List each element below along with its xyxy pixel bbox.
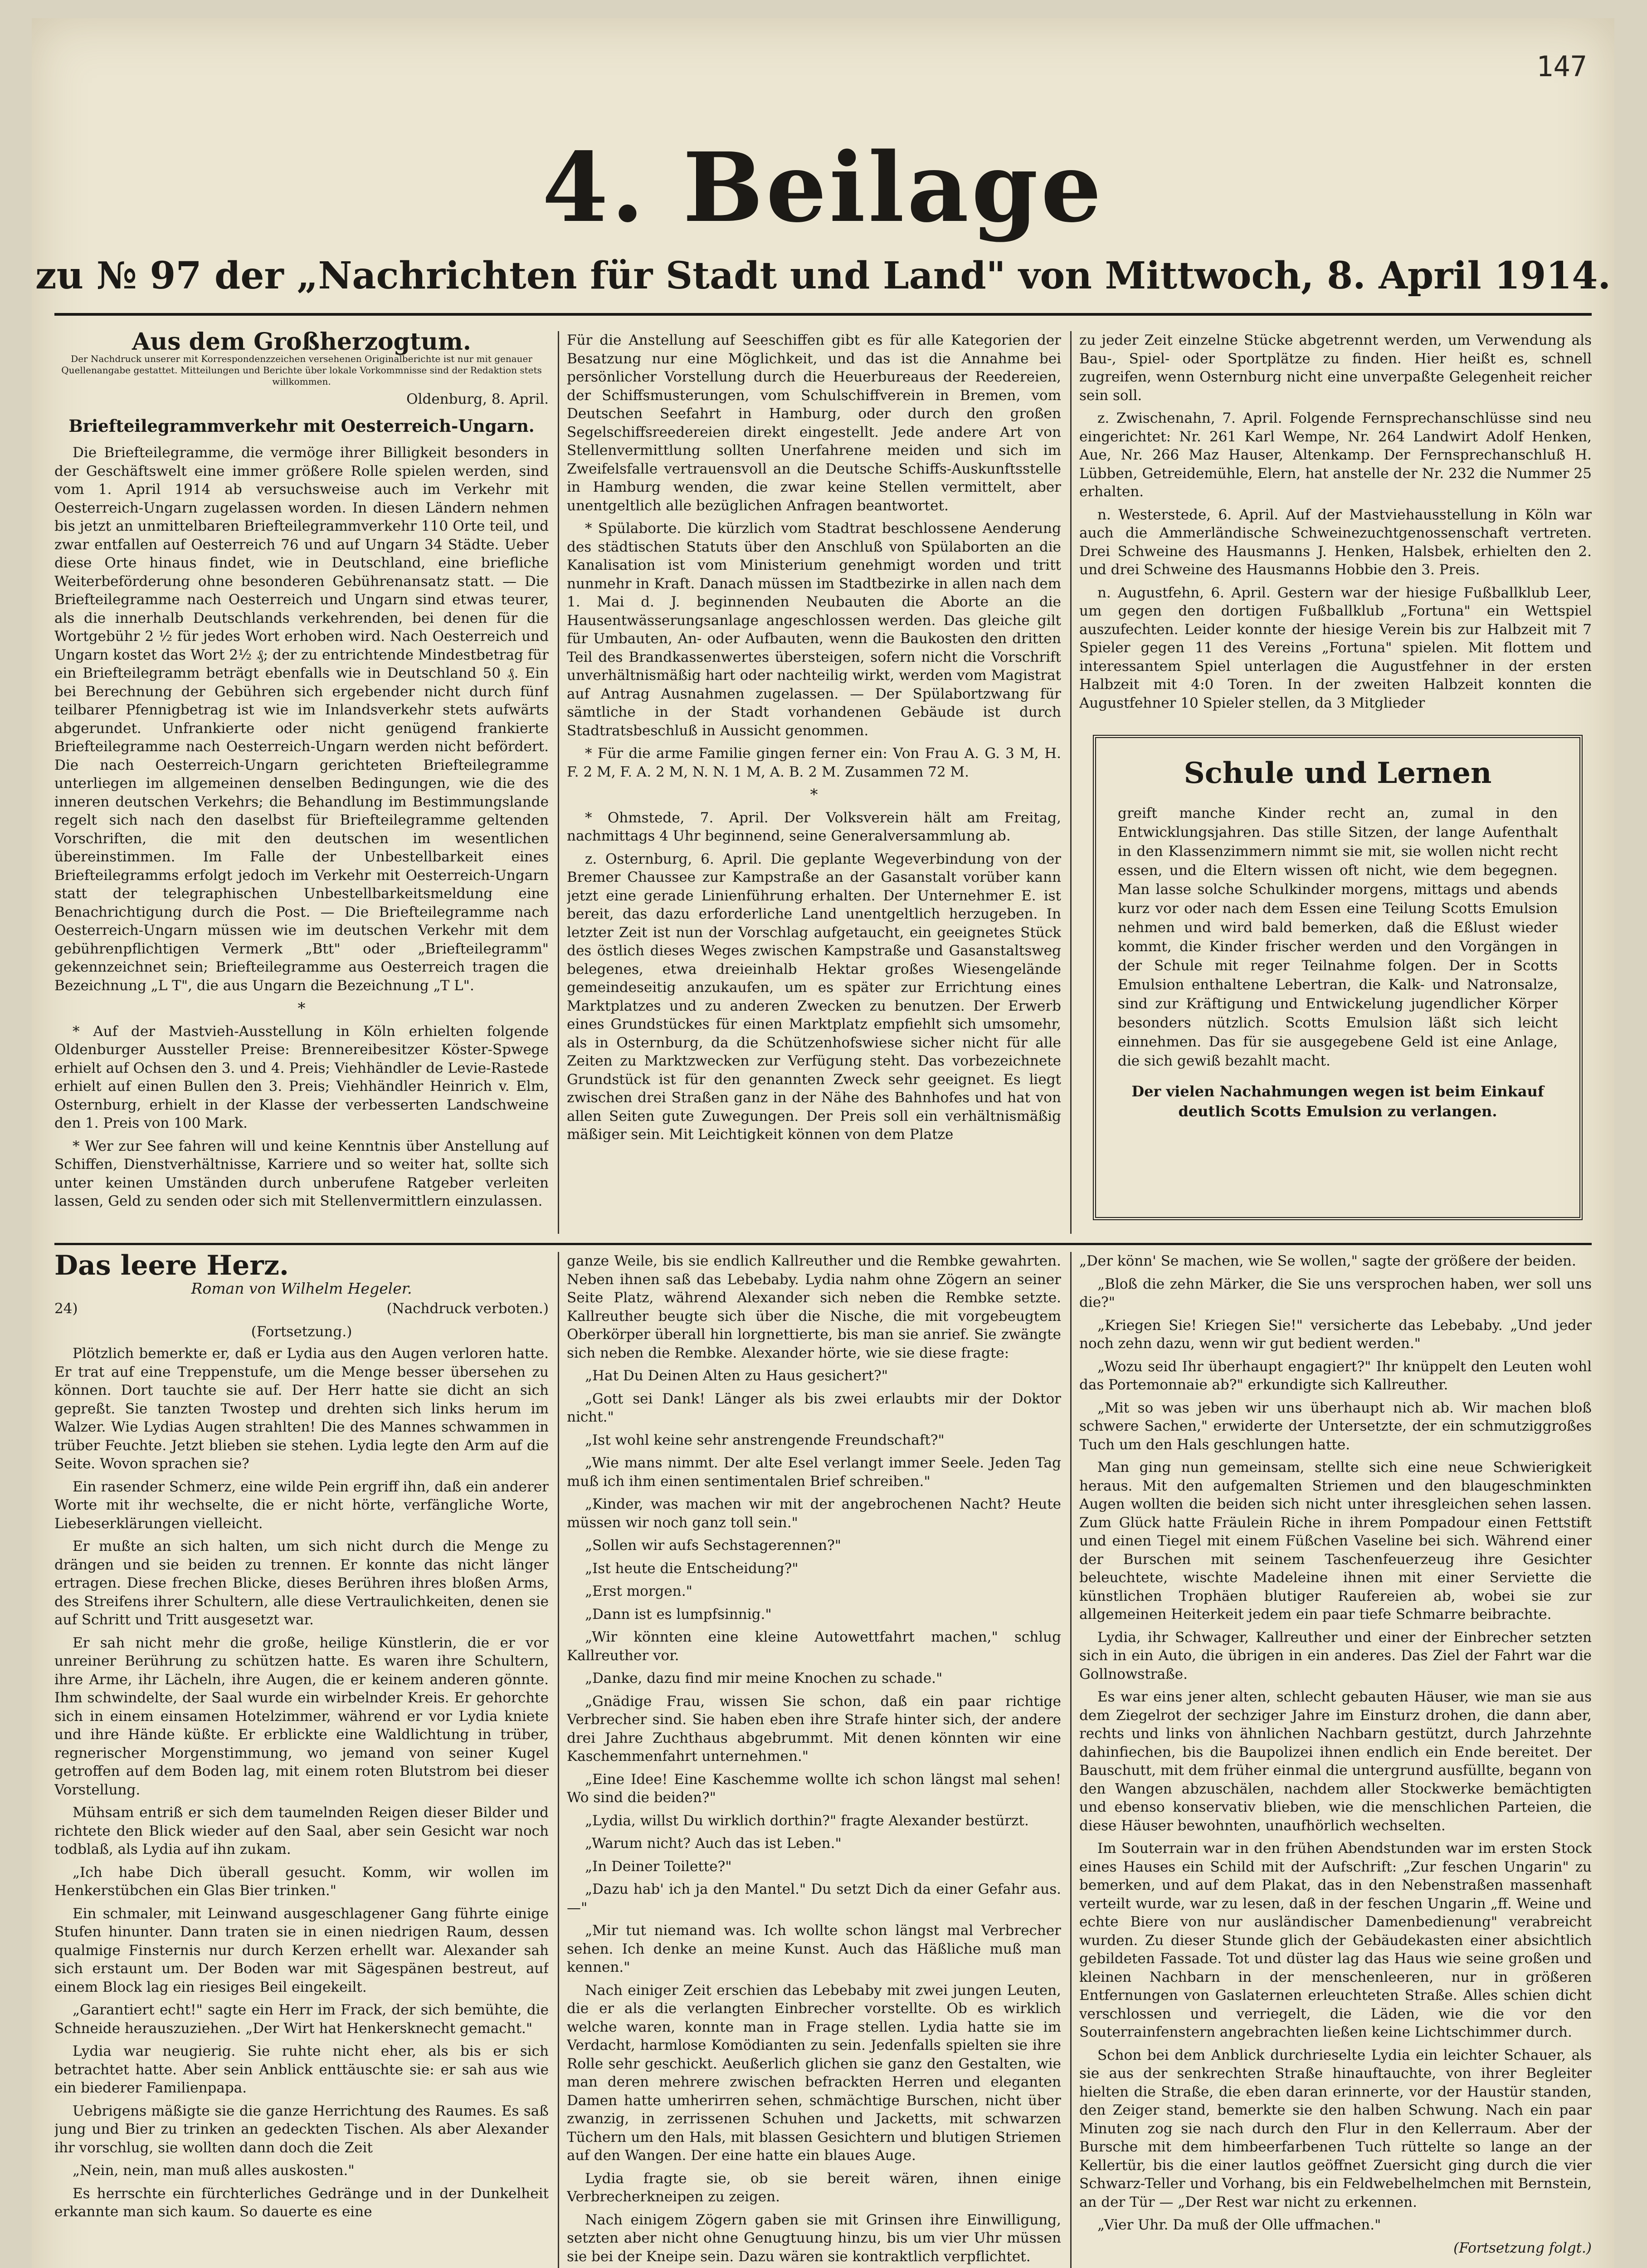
novel-paragraph: Lydia fragte sie, ob sie bereit wären, ihnen einige Verbrecherkneipen zu zeigen.	[567, 2170, 1061, 2205]
novel-paragraph: Lydia, ihr Schwager, Kallreuther und einer der Einbrecher setzten sich in ein Auto, die übrigen in ein anderes. Das Ziel der Fahrt war die Gollnowstraße.	[1079, 1629, 1592, 1682]
novel-paragraph: „Mit so was jeben wir uns überhaupt nich ab. Wir machen bloß schwere Sachen," erwiderte der Untersetzte, der ein schmutziggroßes Tuch um den Hals geschlungen hatte.	[1079, 1399, 1592, 1453]
novel-paragraph: „Warum nicht? Auch das ist Leben."	[585, 1835, 842, 1852]
novel-paragraph: „Wir könnten eine kleine Autowettfahrt machen," schlug Kallreuther vor.	[567, 1629, 1061, 1664]
article-paragraph: z. Zwischenahn, 7. April. Folgende Fernsprechanschlüsse sind neu eingerichtet: Nr. 261 Karl Wempe, Nr. 264 Landwirt Adolf Henken, Aue, Nr. 266 Maz Hauser, Altenkamp. Der Fernsprechanschluß H. Lübben, Getreidemühle, Elern, hat anstelle der Nr. 232 die Nummer 25 erhalten.	[1079, 410, 1592, 500]
novel-title: Das leere Herz.	[54, 1252, 289, 1281]
novel-paragraph: „Hat Du Deinen Alten zu Haus gesichert?"	[585, 1368, 888, 1384]
novel-paragraph: „Danke, dazu find mir meine Knochen zu schade."	[585, 1670, 943, 1686]
scotts-emulsion-ad	[1093, 735, 1583, 1220]
column-2	[567, 331, 1061, 1234]
page-number: 147	[1536, 50, 1587, 83]
novel-paragraph: „In Deiner Toilette?"	[585, 1858, 732, 1875]
novel-paragraph: Nach einiger Zeit erschien das Lebebaby mit zwei jungen Leuten, die er als die verlangten Einbrecher vorstellte. Ob es wirklich welche waren, konnte man in Frage stellen. Lydia hatte sie im Verdacht, harmlose Komödianten zu sein. Jedenfalls spielten sie ihre Rolle sehr geschickt. Aeußerlich glichen sie ganz den Gestalten, wie man deren mehrere zwischen befrackten Herren und eleganten Damen hatte umherirren sehen, schmächtige Burschen, nicht über zwanzig, in zerrissenen Schuhen und Jacketts, mit schwarzen Tüchern um den Hals, mit blassen Gesichtern und blutigen Striemen auf den Wangen. Der eine hatte ein blaues Auge.	[567, 1982, 1061, 2164]
dateline: Oldenburg, 8. April.	[406, 391, 549, 407]
novel-column-3	[1079, 1252, 1592, 2268]
ad-title: Schule und Lernen	[1184, 756, 1492, 790]
novel-paragraph: Im Souterrain war in den frühen Abendstunden war im ersten Stock eines Hauses ein Schild mit der Aufschrift: „Zur feschen Ungarin" zu bemerken, und auf dem Plakat, das in den Nebenstraßen massenhaft verteilt wurde, war zu lesen, daß in der feschen Ungarin „ff. Weine und echte Biere von nur ausländischer Damenbedienung" verabreicht wurden. Zu dieser Stunde glich der Gebäudekasten einer absichtlich gebildeten Fassade. Tot und düster lag das Haus wie seine großen und kleinen Nachbarn in der menschenleeren, nur in größeren Entfernungen von Gaslaternen erleuchteten Straße. Alles schien dicht verschlossen und verriegelt, die Läden, wie die vor den Souterrainfenstern angebrachten ließen keine Lichtschimmer durch.	[1079, 1840, 1592, 2040]
novel-paragraph: „Kriegen Sie! Kriegen Sie!" versicherte das Lebebaby. „Und jeder noch zehn dazu, wenn wir gut bedient werden."	[1079, 1317, 1592, 1352]
column-divider	[1070, 331, 1072, 1234]
novel-paragraph: Mühsam entriß er sich dem taumelnden Reigen dieser Bilder und richtete den Blick wieder auf den Saal, aber sein Gesicht war noch todblaß, als Lydia auf ihn zukam.	[54, 1804, 549, 1857]
novel-author: Roman von Wilhelm Hegeler.	[191, 1279, 412, 1297]
section-rule	[54, 1243, 1592, 1245]
installment-number: 24)	[54, 1300, 78, 1317]
article-heading-telegram: Briefteilegrammverkehr mit Oesterreich-Ungarn.	[68, 416, 535, 436]
novel-paragraph: Er mußte an sich halten, um sich nicht durch die Menge zu drängen und sie beiden zu trennen. Er konnte das nicht länger ertragen. Diese frechen Blicke, dieses Berühren ihres bloßen Arms, des Streifens ihrer Schultern, alle diese Vertraulichkeiten, denen sie auf Schritt und Tritt ausgesetzt war.	[54, 1538, 549, 1628]
column-divider	[558, 1252, 559, 2268]
novel-column-2	[567, 1252, 1061, 2268]
novel-paragraph: „Sollen wir aufs Sechstagerennen?"	[585, 1537, 841, 1554]
novel-paragraph: „Bloß die zehn Märker, die Sie uns versprochen haben, wer soll uns die?"	[1079, 1276, 1592, 1310]
novel-paragraph: Ein rasender Schmerz, eine wilde Pein ergriff ihn, daß ein anderer Worte mit ihr wechselte, die er nicht hörte, verfängliche Worte, Liebeserklärungen vielleicht.	[54, 1478, 549, 1532]
column-1	[54, 331, 549, 1234]
novel-paragraph: „Dazu hab' ich ja den Mantel." Du setzt Dich da einer Gefahr aus. —"	[567, 1881, 1061, 1916]
column-3	[1079, 331, 1592, 721]
article-paragraph: * Für die arme Familie gingen ferner ein: Von Frau A. G. 3 M, H. F. 2 M, F. A. 2 M, N. N. 1 M, A. B. 2 M. Zusammen 72 M.	[567, 745, 1061, 780]
novel-paragraph: ganze Weile, bis sie endlich Kallreuther und die Rembke gewahrten. Neben ihnen saß das Lebebaby. Lydia nahm ohne Zögern an seiner Seite Platz, während Alexander sich neben die Rembke setzte. Kallreuther beugte sich über die Nische, die mit vorgebeugtem Oberkörper überall hin lorgnettierte, bis man sie anrief. Sie zwängte sich neben die Rembke. Alexander hörte, wie sie diese fragte:	[567, 1253, 1061, 1361]
column-divider	[558, 331, 559, 1234]
article-paragraph: zu jeder Zeit einzelne Stücke abgetrennt werden, um Verwendung als Bau-, Spiel- oder Sportplätze zu finden. Hier heißt es, schnell zugreifen, wenn Osternburg nicht eine unverpaßte Gelegenheit reicher sein soll.	[1079, 332, 1592, 404]
novel-paragraph: „Vier Uhr. Da muß der Olle uffmachen."	[1097, 2217, 1381, 2233]
novel-paragraph: Lydia war neugierig. Sie ruhte nicht eher, als bis er sich betrachtet hatte. Aber sein Anblick enttäuschte sie: er sah aus wie ein biederer Familienpapa.	[54, 2043, 549, 2096]
newspaper-page	[32, 18, 1614, 2268]
article-paragraph: * Spülaborte. Die kürzlich vom Stadtrat beschlossene Aenderung des städtischen Statuts über den Anschluß von Spülaborten an die Kanalisation ist vom Ministerium genehmigt worden und tritt nunmehr in Kraft. Danach müssen im Stadtbezirke in allen nach dem 1. Mai d. J. beginnenden Neubauten die Aborte an die Hausentwässerungsanlage angeschlossen werden. Das gleiche gilt für Umbauten, An- oder Aufbauten, wenn die Baukosten den dritten Teil des Brandkassenwertes übersteigen, sofern nicht die Vorschrift unverhältnismäßig hart oder nachteilig wirkt, werden vom Magistrat auf Antrag Ausnahmen zugelassen. — Der Spülabortzwang für sämtliche in der Stadt vorhandenen Gebäude ist durch Stadtratsbeschluß in Aussicht genommen.	[567, 520, 1061, 739]
novel-paragraph: Nach einigem Zögern gaben sie mit Grinsen ihre Einwilligung, setzten aber nicht ohne Genugtuung hinzu, bis um vier Uhr müssen sie bei der Kneipe sein. Dazu wären sie kontraktlich verpflichtet.	[567, 2211, 1061, 2265]
novel-paragraph: „Eine Idee! Eine Kaschemme wollte ich schon längst mal sehen! Wo sind die beiden?"	[567, 1771, 1061, 1806]
novel-column-1	[54, 1252, 549, 2268]
novel-paragraph: „Nein, nein, man muß alles auskosten."	[73, 2162, 355, 2179]
separator-star: *	[297, 999, 306, 1017]
article-paragraph: z. Osternburg, 6. April. Die geplante Wegeverbindung von der Bremer Chaussee zur Kampstraße an der Gasanstalt vorüber kann jetzt eine gerade Linienführung erhalten. Der Unternehmer E. ist bereit, das dazu erforderliche Land unentgeltlich herzugeben. In letzter Zeit ist nun der Vorschlag aufgetaucht, ein geeignetes Stück des östlich dieses Weges zwischen Kampstraße und Gasanstaltsweg belegenes, etwa dreieinhalb Hektar großes Wiesengelände gemeindeseitig anzukaufen, um es später zur Errichtung eines Marktplatzes und zu anderen Zwecken zu benutzen. Der Erwerb eines Grundstückes für einen Marktplatz empfiehlt sich umsomehr, als in Osternburg, da die Schützenhofswiese sicher nicht für alle Zeiten zu Marktzwecken zur Verfügung steht. Das vorbezeichnete Grundstück ist für den genannten Zweck sehr geeignet. Es liegt zwischen drei Straßen ganz in der Nähe des Bahnhofes und hat von allen Seiten gute Zuwegungen. Der Preis soll ein verhältnismäßig mäßiger sein. Mit Leichtigkeit können von dem Platze	[567, 850, 1061, 1143]
novel-paragraph: „Gott sei Dank! Länger als bis zwei erlaubts mir der Doktor nicht."	[567, 1390, 1061, 1425]
novel-paragraph: Er sah nicht mehr die große, heilige Künstlerin, die er vor unreiner Berührung zu schützen hatte. Es waren ihre Schultern, ihre Arme, ihr Lächeln, ihre Augen, die er keinem anderen gönnte. Ihm schwindelte, der Saal wurde ein wirbelnder Kreis. Er gehorchte sich in einem einsamen Hotelzimmer, während er vor Lydia kniete und ihre Hände küßte. Er erblickte eine Waldlichtung in trüber, regnerischer Morgenstimmung, wo jemand von seiner Kugel getroffen auf dem Boden lag, mit einem roten Blutstrom bei dieser Vorstellung.	[54, 1634, 549, 1798]
continuation-label: (Fortsetzung.)	[251, 1323, 352, 1340]
novel-paragraph: „Ich habe Dich überall gesucht. Komm, wir wollen im Henkerstübchen ein Glas Bier trinken."	[54, 1864, 549, 1899]
novel-paragraph: „Der könn' Se machen, wie Se wollen," sagte der größere der beiden.	[1079, 1253, 1576, 1269]
novel-paragraph: „Dann ist es lumpfsinnig."	[585, 1606, 772, 1623]
novel-paragraph: Es war eins jener alten, schlecht gebauten Häuser, wie man sie aus dem Ziegelrot der sechziger Jahre im Einsturz drohen, die dann aber, rechts und links von ähnlichen Nachbarn gestützt, durch Jahrzehnte dahinfiechen, bis die Baupolizei ihnen endlich ein Ende bereitet. Der Bauschutt, mit dem früher einmal die untergrund ausfüllte, begann von den Wangen abzuschälen, nachdem aller Stockwerke bemächtigten und ebenso konservativ blieben, wie die menschlichen Parteien, die diese Häuser bewohnten, unaufhörlich wechselten.	[1079, 1689, 1592, 1834]
article-paragraph: Die Briefteilegramme, die vermöge ihrer Billigkeit besonders in der Geschäftswelt eine immer größere Rolle spielen werden, sind vom 1. April 1914 ab versuchsweise auch im Verkehr mit Oesterreich-Ungarn zugelassen worden. In diesen Ländern nehmen bis jetzt an unmittelbaren Briefteilegrammverkehr 110 Orte teil, und zwar entfallen auf Oesterreich 76 und auf Ungarn 34 Städte. Ueber diese Orte hinaus findet, wie in Deutschland, eine briefliche Weiterbeförderung ohne besonderen Gebührenansatz statt. — Die Briefteilegramme nach Oesterreich und Ungarn sind etwas teurer, als die innerhalb Deutschlands verkehrenden, bei denen für die Wortgebühr 2 ½ für jedes Wort erhoben wird. Nach Oesterreich und Ungarn kostet das Wort 2½ ₰; der zu entrichtende Mindestbetrag für ein Briefteilegramm beträgt ebenfalls wie in Deutschland 50 ₰. Ein bei Berechnung der Gebühren sich ergebender nicht durch fünf teilbarer Pfennigbetrag ist wie im Inlandsverkehr stets aufwärts abgerundet. Unfrankierte oder nicht genügend frankierte Briefteilegramme nach Oesterreich-Ungarn werden nicht befördert. Die nach Oesterreich-Ungarn gerichteten Briefteilegramme unterliegen im allgemeinen denselben Bedingungen, wie die des inneren deutschen Verkehrs; die Behandlung im Bestimmungslande regelt sich nach den daselbst für Briefteilegramme geltenden Vorschriften, die mit den deutschen im wesentlichen übereinstimmen. Im Falle der Unbestellbarkeit eines Briefteilegramms erfolgt jedoch im Verkehr mit Oesterreich-Ungarn statt der telegraphischen Unbestellbarkeitsmeldung eine Benachrichtigung durch die Post. — Die Briefteilegramme nach Oesterreich-Ungarn müssen wie im deutschen Verkehr mit dem gebührenpflichtigen Vermerk „Btt" oder „Briefteilegramm" gekennzeichnet sein; Briefteilegramme aus Oesterreich tragen die Bezeichnung „L T", die aus Ungarn die Bezeichnung „T L".	[54, 445, 549, 994]
article-paragraph: * Ohmstede, 7. April. Der Volksverein hält am Freitag, nachmittags 4 Uhr beginnend, seine Generalversammlung ab.	[567, 809, 1061, 844]
novel-paragraph: „Ist heute die Entscheidung?"	[585, 1560, 799, 1577]
article-paragraph: Für die Anstellung auf Seeschiffen gibt es für alle Kategorien der Besatzung nur eine Möglichkeit, und das ist die Annahme bei persönlicher Vorstellung durch die Heuerbureaus der Reedereien, der Schiffsmusterungen, vom Schulschiffverein in Bremen, vom Deutschen Seefahrt in Hamburg, oder durch den großen Segelschiffsreedereien direkt eingestellt. Jede andere Art von Stellenvermittlung sollten Unerfahrene meiden und sich im Zweifelsfalle vertrauensvoll an die Deutsche Schiffs-Auskunftsstelle in Hamburg wenden, die zwar keine Stellen vermittelt, aber unentgeltlich alle bezüglichen Anfragen beantwortet.	[567, 332, 1061, 514]
novel-paragraph: Schon bei dem Anblick durchrieselte Lydia ein leichter Schauer, als sie aus der senkrechten Straße hinauftauchte, von ihrer Begleiter hielten die Straße, die eben daran erinnerte, vor der Haustür standen, den Zeiger stand, bemerkte sie den halben Schwung. Nach ein paar Minuten zog sie nach durch den Flur in den Kellerraum. Aber der Bursche mit dem himbeerfarbenen Tuch rüttelte so lange an der Kellertür, bis die einer lautlos geöffnet Zuersicht ging durch die vier Schwarz-Teller und Vorhang, bis ein Feldwebelhelmchen mit Bernstein, an der Tür — „Der Rest war nicht zu erkennen.	[1079, 2047, 1592, 2210]
novel-paragraph: „Mir tut niemand was. Ich wollte schon längst mal Verbrecher sehen. Ich denke an meine Kunst. Auch das Häßliche muß man kennen."	[567, 1922, 1061, 1975]
novel-paragraph: Uebrigens mäßigte sie die ganze Herrichtung des Raumes. Es saß jung und Bier zu trinken an gedeckten Tischen. Als aber Alexander ihr vorschlug, sie wollten dann doch die Zeit	[54, 2102, 549, 2156]
ad-footer: Der vielen Nachahmungen wegen ist beim Einkauf deutlich Scotts Emulsion zu verlangen.	[1131, 1083, 1544, 1120]
novel-paragraph: Es herrschte ein fürchterliches Gedränge und in der Dunkelheit erkannte man sich kaum. So dauerte es eine	[54, 2185, 549, 2220]
novel-paragraph: „Garantiert echt!" sagte ein Herr im Frack, der sich bemühte, die Schneide herauszuziehen. „Der Wirt hat Henkersknecht gemacht."	[54, 2002, 549, 2037]
masthead-title: 4. Beilage	[542, 132, 1104, 244]
reprint-prohibited: (Nachdruck verboten.)	[386, 1300, 549, 1317]
reprint-notice: Der Nachdruck unserer mit Korrespondenzzeichen versehenen Originalberichte ist nur mit genauer Quellenangabe gestattet. Mitteilungen und Berichte über lokale Vorkommnisse sind der Redaktion stets willkommen.	[61, 353, 542, 387]
novel-paragraph: „Kinder, was machen wir mit der angebrochenen Nacht? Heute müssen wir noch ganz toll sein."	[567, 1496, 1061, 1531]
masthead-subtitle: zu № 97 der „Nachrichten für Stadt und Land" von Mittwoch, 8. April 1914.	[35, 254, 1611, 298]
ad-body: greift manche Kinder recht an, zumal in den Entwicklungsjahren. Das stille Sitzen, der lange Aufenthalt in den Klassenzimmern nimmt sie mit, sie wollen nicht recht essen, und die Eltern wissen oft nicht, wie dem begegnen. Man lasse solche Schulkinder morgens, mittags und abends kurz vor oder nach dem Essen eine Teilung Scotts Emulsion nehmen und wird bald bemerken, daß die Eßlust wieder kommt, die Kinder frischer werden und den Vorgängen in der Schule mit reger Teilnahme folgen. Der in Scotts Emulsion enthaltene Lebertran, die Kalk- und Natronsalze, sind zur Kräftigung und Entwickelung jugendlicher Körper besonders nützlich. Scotts Emulsion läßt sich leicht einnehmen. Das für sie ausgegebene Geld ist eine Anlage, die sich gewiß bezahlt macht.	[1118, 805, 1558, 1069]
article-paragraph: * Wer zur See fahren will und keine Kenntnis über Anstellung auf Schiffen, Dienstverhältnisse, Karriere und so weiter hat, sollte sich unter keinen Umständen durch unberufene Ratgeber verleiten lassen, Geld zu senden oder sich mit Stellenvermittlern einzulassen.	[54, 1138, 549, 1209]
novel-paragraph: „Gnädige Frau, wissen Sie schon, daß ein paar richtige Verbrecher sind. Sie haben eben ihre Strafe hinter sich, der andere drei Jahre Zuchthaus abgebrummt. Mit denen könnten wir eine Kaschemmenfahrt unternehmen."	[567, 1693, 1061, 1765]
article-paragraph: n. Augustfehn, 6. April. Gestern war der hiesige Fußballklub Leer, um gegen den dortigen Fußballklub „Fortuna" ein Wettspiel auszufechten. Leider konnte der hiesige Verein bis zur Halbzeit mit 7 Spieler gegen 11 des Vereins „Fortuna" spielen. Mit flottem und interessantem Spiel unterlagen die Augustfehner in der ersten Halbzeit mit 4:0 Toren. In der zweiten Halbzeit konnten die Augustfehner 10 Spieler stellen, da 3 Mitglieder	[1079, 584, 1592, 711]
column-divider	[1070, 1252, 1072, 2268]
novel-paragraph: „Wie mans nimmt. Der alte Esel verlangt immer Seele. Jeden Tag muß ich ihm einen sentimentalen Brief schreiben."	[567, 1455, 1061, 1490]
novel-paragraph: „Erst morgen."	[585, 1583, 692, 1599]
novel-meta	[54, 1300, 549, 1318]
masthead-rule	[54, 313, 1592, 316]
novel-paragraph: „Ist wohl keine sehr anstrengende Freundschaft?"	[585, 1432, 945, 1448]
to-be-continued: (Fortsetzung folgt.)	[1453, 2239, 1592, 2256]
novel-paragraph: Man ging nun gemeinsam, stellte sich eine neue Schwierigkeit heraus. Mit den aufgemalten Striemen und den blaugeschminkten Augen wollten die beiden sich nicht unter ihresgleichen sehen lassen. Zum Glück hatte Fräulein Riche in ihrem Pompadour einen Fettstift und einen Tiegel mit einem Füßchen Vaseline bei sich. Während einer der Burschen mit seinem Taschenfeuerzeug ihre Gesichter beleuchtete, wischte Madeleine ihnen mit einer Serviette die künstlichen Trophäen blutiger Raufereien ab, wobei sie zur allgemeinen Heiterkeit jedem ein paar tiefe Schmarre beibrachte.	[1079, 1459, 1592, 1623]
novel-paragraph: „Wozu seid Ihr überhaupt engagiert?" Ihr knüppelt den Leuten wohl das Portemonnaie ab?" erkundigte sich Kallreuther.	[1079, 1358, 1592, 1393]
novel-paragraph: Ein schmaler, mit Leinwand ausgeschlagener Gang führte einige Stufen hinunter. Dann traten sie in einen niedrigen Raum, dessen qualmige Finsternis nur durch Kerzen erhellt war. Alexander sah sich erstaunt um. Der Boden war mit Sägespänen bestreut, auf einem Block lag ein riesiges Beil eingekeilt.	[54, 1905, 549, 1995]
novel-paragraph: „Lydia, willst Du wirklich dorthin?" fragte Alexander bestürzt.	[585, 1812, 1029, 1829]
separator-star: *	[810, 786, 818, 804]
section-heading-grand-duchy: Aus dem Großherzogtum.	[132, 331, 471, 356]
article-paragraph: n. Westerstede, 6. April. Auf der Mastviehausstellung in Köln war auch die Ammerländische Schweinezuchtgenossenschaft vertreten. Drei Schweine des Hausmanns J. Henken, Halsbek, erhielten den 2. und drei Schweine des Hausmanns Hobbie den 3. Preis.	[1079, 506, 1592, 578]
article-paragraph: * Auf der Mastvieh-Ausstellung in Köln erhielten folgende Oldenburger Aussteller Preise: Brennereibesitzer Köster-Spwege erhielt auf Ochsen den 3. und 4. Preis; Viehhändler de Levie-Rastede erhielt auf einen Bullen den 3. Preis; Viehhändler Heinrich v. Elm, Osternburg, erhielt in der Klasse der verbesserten Landschweine den 1. Preis von 100 Mark.	[54, 1023, 549, 1131]
novel-paragraph: Plötzlich bemerkte er, daß er Lydia aus den Augen verloren hatte. Er trat auf eine Treppenstufe, um die Menge besser übersehen zu können. Dort tauchte sie auf. Der Herr hatte sie dicht an sich gepreßt. Sie tanzten Twostep und drehten sich links herum im Walzer. Wie Lydias Augen strahlten! Die des Mannes schwammen in trüber Feuchte. Jetzt blieben sie stehen. Lydia legte den Arm auf die Seite. Wovon sprachen sie?	[54, 1345, 549, 1472]
